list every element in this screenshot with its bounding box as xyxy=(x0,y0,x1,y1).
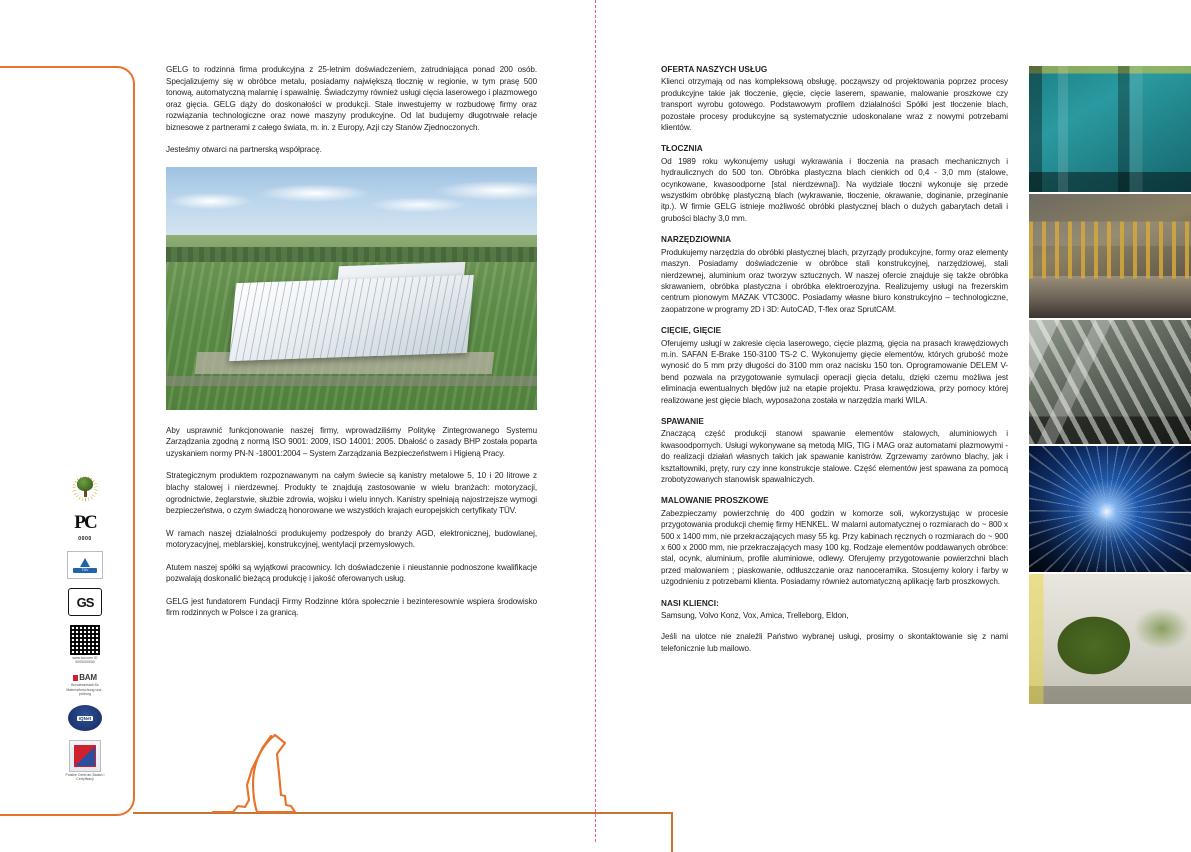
tuv-icon xyxy=(67,551,103,579)
pcbc-icon xyxy=(69,740,101,772)
jerrycan-line-art xyxy=(205,733,340,815)
certification-logos xyxy=(62,474,108,781)
section-nasi-klienci xyxy=(661,598,1008,622)
section-heading: SPAWANIE xyxy=(661,416,704,426)
pcbc-certificate xyxy=(65,740,105,781)
gs-icon: GS xyxy=(68,588,102,616)
employees-paragraph: Atutem naszej spółki są wyjątkowi pracownicy. Ich doświadczenie i nieustannie podnoszone kwalifikacje pozwalają doskonalić bieżącą produkcję i jakość oferowanych usług. xyxy=(166,562,537,584)
tree-icon xyxy=(68,474,102,502)
section-malowanie-proszkowe xyxy=(661,495,1008,587)
section-heading: MALOWANIE PROSZKOWE xyxy=(661,496,769,506)
tuv-rheinland-certificate xyxy=(65,551,105,579)
policy-paragraph: Aby usprawnić funkcjonowanie naszej firmy, wprowadziliśmy Politykę Zintegrowanego Systemu Zarządzania zgodną z normą ISO 9001: 2009, ISO 14001: 2005. Dbałość o zasady BHP została poparta uzyskaniem normy PN-N -18001:2004 – System Zarządzania Bezpieczeństwem i Higieną Pracy. xyxy=(166,425,537,458)
intro-paragraph-1: GELG to rodzinna firma produkcyjna z 25-letnim doświadczeniem, zatrudniająca ponad 200 osób. Specjalizujemy się w obróbce metalu, posiadamy największą tłocznię w regionie, w tym prasę 500 tonową, automatyczną malarnię i spawalnię. Świadczymy również usługi cięcia laserowego i plazmowego oraz gięcia. GELG dąży do doskonałości w produkcji. Stale inwestujemy w rozbudowę firmy oraz rozwiązania technologiczne oraz nowe maszyny produkcyjne. Od lat budujemy długotrwałe relacje biznesowe z partnerami z całego świata, m. in. z Europy, Azji czy Stanów Zjednoczonych. xyxy=(166,65,537,132)
laser-cutting-photo xyxy=(1029,320,1191,444)
bam-label: BAM xyxy=(79,673,97,683)
section-heading: OFERTA NASZYCH USŁUG xyxy=(661,65,768,74)
section-heading: NASI KLIENCI: xyxy=(661,598,719,608)
qr-code-icon xyxy=(70,625,100,655)
left-text-column xyxy=(166,64,537,630)
tuv-label: TÜV xyxy=(73,568,97,573)
gs-geprufte-sicherheit-certificate xyxy=(65,588,105,616)
intro-paragraph-2: Jesteśmy otwarci na partnerską współpracę. xyxy=(166,145,322,155)
section-body: Oferujemy usługi w zakresie cięcia laserowego, cięcie plazmą, gięcia na prasach krawędziowych m.in. SAFAN E-Brake 150-3100 TS-2 C. Wykonujemy gięcie elementów, których grubość może wynosić do 5 mm przy długości do 3100 mm oraz nacisku 150 ton. Oprogramowanie DELEM V-bend pozwala na przygotowanie symulacji operacji gięcia detalu, dzięki czemu możliwa jest eliminacja ewentualnych błędów już na etapie projektu. Prasa krawędziowa, przy pomocy której realizowane jest gięcie blach, wyposażona została w narzędzia marki WILA. xyxy=(661,338,1008,405)
section-body: Klienci otrzymają od nas kompleksową obsługę, począwszy od projektowania poprzez procesy produkcyjne takie jak tłoczenie, gięcie, cięcie laserem, spawanie, malowanie proszkowe czy transport wyrobu gotowego. Podstawowym profilem działalności Spółki jest tłoczenie blach, pozostałe procesy produkcyjne są systematycznie udoskonalane wraz z nowymi potrzebami klientów. xyxy=(661,77,1008,133)
section-spawanie xyxy=(661,416,1008,485)
section-heading: TŁOCZNIA xyxy=(661,144,703,154)
section-ciecie-giecie xyxy=(661,325,1008,406)
bam-certificate xyxy=(65,673,105,696)
section-narzedziownia xyxy=(661,234,1008,315)
section-body: Znaczącą część produkcji stanowi spawanie elementów stalowych, aluminiowych i kwasoodpornych. Usługi wykonywane są metodą MIG, TIG i MAG oraz automatami plazmowymi - do realizacji działań własnych takich jak spawanie kanistrów. Zgrzewamy zarówno blachy, jak i kształtowniki, pręty, rury czy inne konstrukcje stalowe. Część elementów jest spawana za pomocą zrobotyzowanych stanowisk spawalniczych. xyxy=(661,429,1008,484)
closing-paragraph: Jeśli na ulotce nie znaleźli Państwo wybranej usługi, prosimy o skontaktowanie się z nami telefonicznie lub mailowo. xyxy=(661,632,1008,653)
welding-photo xyxy=(1029,446,1191,572)
bam-icon xyxy=(73,673,97,682)
photo-strip xyxy=(1029,66,1191,704)
pcbc-caption: Polskie Centrum Badań i Certyfikacji xyxy=(65,773,105,782)
pct-gost-r-certificate xyxy=(65,511,105,542)
qr-code-certificate xyxy=(65,625,105,664)
eco-tree-certificate xyxy=(65,474,105,502)
section-body: Od 1989 roku wykonujemy usługi wykrawania i tłoczenia na prasach mechanicznych i hydraulicznych do 500 ton. Obróbka plastyczna blach cienkich od 0,4 - 3,0 mm (stalowe, ocynkowane, kwasoodporne [stal nierdzewna]). Na wydziale tłoczni wykonuje się przede wszystkim obróbkę plastyczną blach (wykrawanie, tłoczenie, okrawanie, doginanie, przeginanie itp.). W firmie GELG istnieje możliwość obróbki plastycznej blach o dużych gabarytach detali i grubości blachy 3,0 mm. xyxy=(661,156,1008,223)
iqnet-certificate xyxy=(65,705,105,731)
bam-caption: Bundesanstalt für Materialforschung und -prüfung xyxy=(66,683,104,696)
right-text-column xyxy=(661,64,1008,664)
orange-corner-decoration xyxy=(671,812,673,852)
foundation-paragraph: GELG jest fundatorem Fundacji Firmy Rodzinne która społecznie i bezinteresownie wspiera środowisko firm rodzinnych w Polsce i za granicą. xyxy=(166,596,537,618)
product-paragraph: Strategicznym produktem rozpoznawanym na całym świecie są kanistry metalowe 5, 10 i 20 litrowe z blachy stalowej i nierdzewnej. Produkty te znajdują zastosowanie w wielu branżach: motoryzacji, ogrodnictwie, żeglarstwie, służbie zdrowia, wojsku i wielu innych. Kanistry spełniają najostrzejsze wymogi bezpieczeństwa, o czym świadczą honorowane we wszystkich krajach europejskich certyfikaty TÜV. xyxy=(166,471,537,516)
industries-paragraph: W ramach naszej działalności produkujemy podzespoły do branży AGD, elektronicznej, budowlanej, motoryzacyjnej, meblarskiej, konstrukcyjnej, wentylacji przemysłowych. xyxy=(166,528,537,550)
aerial-factory-photo xyxy=(166,167,537,410)
green-jerrycan-photo xyxy=(1029,574,1191,704)
section-heading: NARZĘDZIOWNIA xyxy=(661,235,732,245)
qr-caption: www.tuv.com ID 0000000000 xyxy=(72,656,98,665)
pct-number: 0000 xyxy=(78,536,92,542)
section-body: Samsung, Volvo Konz, Vox, Amica, Trelleborg, Eldon, xyxy=(661,611,849,621)
tooling-dies-photo xyxy=(1029,194,1191,318)
section-tlocznia xyxy=(661,143,1008,224)
section-oferta xyxy=(661,64,1008,133)
section-body: Zabezpieczamy powierzchnię do 400 godzin w komorze soli, wykorzystując w procesie przygotowania produkcji chemię firmy HENKEL. W malarni automatycznej o rozmiarach do ~ 800 x 500 x 1400 mm, nie przekraczających masy 55 kg. Przy kabinach ręcznych o rozmiarach do ~ 900 x 600 x 2000 mm, nie przekraczających masy 100 kg. Rodzaje elementów poddawanych obróbce: stal, ocynk, aluminium, profile aluminiowe, odlewy. Oferujemy przygotowanie powierzchni blach przed malowaniem ; piaskowanie, odtłuszczanie oraz nanoceramika. Stosujemy kolory i farby w uzgodnieniu z potrzebami klienta. Posiadamy również automatyczną aplikację farb proszkowych. xyxy=(661,508,1008,587)
iqnet-label: IQNet xyxy=(78,715,92,721)
hydraulic-press-photo xyxy=(1029,66,1191,192)
pct-icon: PC xyxy=(74,512,96,533)
section-body: Produkujemy narzędzia do obróbki plastycznej blach, przyrządy produkcyjne, formy oraz elementy maszyn. Posiadamy doświadczenie w obróbce stali konstrukcyjnej, narzędziowej, stali nierdzewnej, aluminium oraz tworzyw sztucznych. W naszej ofercie znajduje się także obróbka skrawaniem, obróbka plastyczna i obróbka elektroerozyjna. Realizujemy usługi na frezerskim centrum pionowym MAZAK VTC300C. Posiadamy własne biuro konstrukcyjno – technologiczne, zaopatrzone w programy 2D i 3D: AutoCAD, T-flex oraz SprutCAM. xyxy=(661,247,1008,314)
iqnet-icon xyxy=(68,705,102,731)
section-heading: CIĘCIE, GIĘCIE xyxy=(661,326,722,336)
fold-line xyxy=(595,0,596,842)
